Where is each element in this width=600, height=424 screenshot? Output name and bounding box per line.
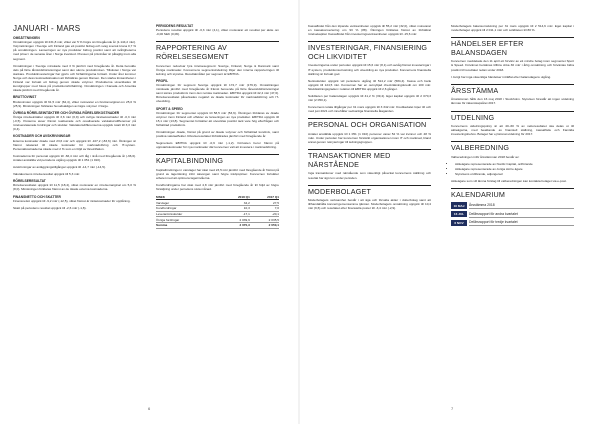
paragraph: Omsättningen ökade, främst på grund av ökade volymer och förbättrad kundmix, samt positiva valutaeffekter. Rörelseresultatet förbättrades jämfört med föregående år. — [156, 130, 279, 139]
paragraph: Valberedningen inför årsstämman 2018 består av: — [451, 155, 520, 159]
paragraph: Bruttovinsten uppgick till 61,5 mkr (62,4), vilket motsvarar en bruttomarginal om 25,0 % (25,9). Minskningen förklaras huvudsakligen av lägre volymer i Norge. — [13, 99, 136, 108]
section-heading-quarter: JANUARI - MARS — [13, 24, 81, 33]
paragraph: Moderbolagets verksamhet består i att äga och förvalta aktier i dotterbolag samt att tillhandahålla koncerngemensamma tjänster. Moderbolagets omsättning uppgick till 10,4 mkr (9,6) och resultatet efter finansiella poster till -3,4 mkr (-2,9). — [308, 198, 431, 211]
paragraph: Periodens resultat uppgick till -0,3 mkr (4,1), vilket motsvarar ett resultat per aktie om -0,00 SEK (0,06). — [156, 28, 279, 37]
section-heading-dividend: UTDELNING — [451, 112, 495, 122]
paragraph: Omsättningen för segment Sverige uppgick till 172,7 mkr (179,9). Omsättningen minskade jämfört med föregående år främst beroende på färre lånestödshänvisningar samt sämre produktmix inom den norska marknaden. EBITDA uppgick till 42,4 mkr (47,6). Rörelseresultatet påverkades negativt av ökade kostnader för marknadsföring och IT-utveckling. — [156, 83, 279, 104]
calendar-item — [451, 219, 574, 226]
table-header: 2018 Q1 — [221, 195, 250, 200]
paragraph: Koncernen meddelade den 11 april ett förvärv av ett mindre bolag inom segmentet Sport & Speed. Förvärvet beräknas tillföra cirka 30 mkr i årlig omsättning och förväntas bidra positivt till resultatet redan under 2018. — [451, 59, 574, 72]
subheading-operating-result: RÖRELSERESULTAT — [13, 179, 46, 184]
table-cell: -20,1 — [250, 211, 279, 217]
section-heading-capital: KAPITALBINDNING — [156, 156, 224, 166]
paragraph: Omsättningen uppgick till 231,8 mkr, vilket var 5 % högre än föregående år (1.144,2 mkr). Volymökningen i Sverige och Finland gav ett positivt bidrag och svag svensk krona 0,7 % på omsättningen. Lanseringen av nya produkter bidrog positivt samt att svårigheterna med priser i de senaste åren i Norge kvarstod. Pressen på prisnivåer är påtaglig inom alla segment. — [13, 40, 136, 61]
column-3 — [308, 24, 431, 214]
calendar-item — [451, 211, 574, 218]
table-cell: Leverantörsskulder — [156, 211, 221, 217]
paragraph: Externa kostnader ökade med 23,6 mkr och uppgick till -107,2 (-83,6) mkr. Ökningen är främst relaterad till ökade kostnader för marknadsföring och IT-system. Personalkostnaderna ökade med 2 % som en följd av löneinflation. — [13, 138, 136, 151]
list-item: • Styrelsens ordförande, adjungerad — [455, 172, 574, 176]
table-cell: 2 039,9 — [221, 217, 250, 223]
heading-rule — [156, 154, 279, 155]
heading-rule — [308, 185, 431, 186]
section-heading-parent-company: MODERBOLAGET — [308, 186, 372, 196]
paragraph: Nettoskulden uppgick vid periodens utgång till 514,2 mkr (584,4). Kassa och bank uppgick till 124,5 mkr. Koncernen har en outnyttjad checkräkningskredit om 100 mkr. Skuldsättningsgraden i relation till EBITDA uppgick till 2,6 gånger. — [308, 78, 431, 91]
section-heading-personnel: PERSONAL OCH ORGANISATION — [308, 120, 427, 130]
section-heading-related-party: TRANSAKTIONER MED NÄRSTÅENDE — [308, 151, 391, 169]
page-gutter — [298, 0, 300, 424]
paragraph: Omsättningen för segmentet uppgick till 58,5 mkr (53,6). Ökningen förklaras av ökade volymer inom Finland och effekter av lanseringen av nya produkter. EBITDA uppgick till 15,1 mkr (13,8). Segmentet fortsätter att utvecklas positivt tack vare hög efterfrågan och förbättrad produktmix. — [156, 110, 279, 128]
paragraph: Investeringarna under perioden uppgick till 15,6 mkr (8,1) och avsåg främst investeringar i IT-system, produktionsutrustning och utveckling av nya produkter. Koncernens finansiella ställning är fortsatt god. — [308, 63, 431, 76]
table-row-total — [156, 223, 279, 229]
table-cell: 2 035,5 — [250, 217, 279, 223]
paragraph: Soliditeten per balansdagen uppgick till 41,2 % (39,4). Eget kapital uppgick till 2 070,3 mkr (2 050,1). — [308, 94, 431, 103]
calendar-item — [451, 202, 574, 209]
section-heading-agm: ÅRSSTÄMMA — [451, 85, 499, 95]
subheading-profil: PROFIL — [156, 78, 169, 83]
section-heading-calendar: KALENDARIUM — [451, 190, 506, 200]
heading-rule — [308, 149, 431, 150]
table-cell: 27,5 — [250, 200, 279, 206]
heading-rule — [451, 141, 574, 142]
paragraph: Årsstämman hålls den 16 maj 2018 i Stockholm. Styrelsen föreslår att ingen utdelning lämnas för räkenskapsåret 2017. — [451, 97, 574, 106]
list-item: • Aktieägare representerade av övriga större ägare — [455, 167, 574, 171]
table-cell: 10,3 — [221, 206, 250, 212]
paragraph: Koncernens totala tillgångar per 31 mars uppgick till 3 342 mkr. Kreditavtalet löper till och med juni 2021 och innehåller sedvanliga finansiella åtaganden. — [308, 105, 431, 114]
heading-rule — [308, 118, 431, 119]
paragraph: I övrigt har inga väsentliga händelser inträffat efter balansdagens utgång. — [451, 74, 552, 79]
table-cell: Kundfordringar — [156, 206, 221, 212]
table-cell: Övriga fordringar — [156, 217, 221, 223]
paragraph: Kassaflödet från den löpande verksamheten uppgick till 55,2 mkr (32,0), vilket motsvarar en kassakonvertering om 93 % (88). Ökningen förklaras främst av förbättrat rörelsekapital. Kassaflödet från investeringsverksamheten uppgick till -15,6 mkr. — [308, 24, 431, 37]
table-cell: 7,0 — [250, 206, 279, 212]
subheading-other-income: ÖVRIGA RÖRELSEINTÄKTER OCH ÖVRIGA RÖRELSEKOSTNADER — [13, 110, 120, 115]
column-4 — [451, 24, 574, 228]
table-cell: 2 050,1 — [250, 223, 279, 229]
paragraph: Segmentets EBITDA uppgick till -0,9 mkr (-1,2). Förlusten beror främst på uppstartskostnader för nya marknader där koncernen valt att investera i marknadsföring. — [156, 141, 279, 150]
section-heading-nomination: VALBEREDNING — [451, 143, 510, 153]
paragraph: Aktieägare som vill lämna förslag till valberedningen kan kontakta bolaget via e-post. — [451, 179, 567, 184]
paragraph: Kapitalbindningen i varulager har ökat med 23,5 mkr jämfört med föregående år främst på grund av lagerökning inför säsongen samt högre inköpspriser. Koncernen fortsätter arbetet med att optimera lagernivåerna. — [156, 168, 279, 181]
paragraph: Koncernen redovisar fyra rörelsesegment: Sverige, Finland, Norge & Danmark samt Övriga marknader. Koncernens segmentsindelning följer den interna rapporteringen till ledning och styrelse. Resultatmåttet per segment är EBITDA. — [156, 63, 279, 76]
table-cell: 2 070,3 — [221, 223, 250, 229]
paragraph: Skatt på periodens resultat uppgick till -2,6 mkr (-1,8). — [13, 205, 87, 210]
paragraph: Finansnettot uppgick till -9,2 mkr (-12,5), vilket främst är räntekostnader för upplåning. — [13, 198, 131, 203]
paragraph: Valutakursens rörelseresultat uppgick till 5,3 mkr. — [13, 172, 81, 177]
paragraph: Avskrivningar av anläggningstillgångar uppgick till -14,7 mkr (-14,5). — [13, 164, 106, 169]
table-cell: -17,1 — [221, 211, 250, 217]
page-number-right: 7 — [451, 406, 454, 411]
table-cell: 34,2 — [221, 200, 250, 206]
paragraph: Inga transaktioner med närstående som väsentligt påverkat koncernens ställning och resultat har ägt rum under perioden. — [308, 171, 431, 180]
heading-rule — [308, 41, 431, 42]
table-header: 2017 Q1 — [250, 195, 279, 200]
nomination-list — [451, 162, 574, 176]
calendar-list — [451, 202, 574, 226]
subheading-finance: FINANSNETTO OCH SKATTER — [13, 194, 61, 199]
calendar-date: 16 MAJ — [451, 202, 467, 208]
calendar-date: 16 JUL — [451, 211, 467, 217]
paragraph: Koncernens utdelningspolicy är att 40–60 % av nettoresultatet ska delas ut till aktieägarna, med beaktande av finansiell ställning, kassaflöde och framtida investeringsbehov. Bolaget har ej lämnat utdelning för 2017. — [451, 124, 574, 137]
subheading-period-result: PERIODENS RESULTAT — [156, 24, 194, 28]
section-heading-investments: INVESTERINGAR, FINANSIERING OCH LIKVIDITET — [308, 43, 428, 61]
table-cell: Summa — [156, 223, 221, 229]
paragraph: Moderbolagets balansomslutning per 31 mars uppgick till 2 514,6 mkr. Eget kapital i moderbolaget uppgick till 2 011,1 mkr och soliditeten till 80 %. — [451, 24, 574, 33]
table-header: MSEK — [156, 195, 221, 200]
section-heading-segments: RAPPORTERING AV RÖRELSESEGMENT — [156, 43, 229, 61]
heading-rule — [156, 41, 279, 42]
capital-table — [156, 195, 279, 229]
paragraph: Omsättningen i Sverige minskade med 3 % jämfört med föregående år. Detta berodde dels på färre lånstödshänvisningar samt den sämre produktmixen. Tillväxten i Norge var starkare. Produktinvesteringar har gjorts och förbättringarna fortsatt. Under året kommer Norge och dess kostnadssituation att förbättras genom Ramen. Den starka lönsamheten i Finland var fortsatt ett bidrag genom ökade volymer. Produkterna utvecklades till kundgrupper med fokus på produktionsförbättring. Omsättningen i Kanada och Amerika ökade jämfört med föregående år. — [13, 63, 136, 93]
section-heading-events-after: HÄNDELSER EFTER BALANSDAGEN — [451, 39, 524, 57]
subheading-sport-speed: SPORT & SPEED — [156, 106, 183, 111]
column-2 — [156, 24, 279, 233]
subheading-costs: KOSTNADER OCH AVSKRIVNINGAR — [13, 134, 71, 139]
paragraph: Antalet anställda uppgick till 1 051 (1 010) personer varav 52 % var kvinnor och 48 % män. Under perioden har koncernen förstärkt organisationen inom IT och marknad, bland annat genom rekryteringar till ledningsgruppen. — [308, 132, 431, 145]
heading-rule — [451, 188, 574, 189]
list-item: • Aktieägare representerade av Nordic Capital, ordförande — [455, 162, 574, 166]
calendar-date: 6 NOV — [451, 220, 467, 226]
subheading-revenue: OMSÄTTNINGEN — [13, 36, 40, 40]
paragraph: Rörelseresultatet uppgick till 11,5 (18,4), vilket motsvarar en rörelsemarginal om 5,0 % (8,0). Minskningen förklaras främst av de ökade externa kostnaderna. — [13, 183, 136, 192]
calendar-label: Delårsrapport för tredje kvartalet — [469, 219, 574, 226]
calendar-label: Årsstämma 2018 — [469, 202, 574, 209]
heading-rule — [451, 37, 574, 38]
heading-rule — [451, 84, 574, 85]
calendar-label: Delårsrapport för andra kvartalet — [469, 211, 574, 218]
page-number-left: 6 — [148, 406, 151, 411]
subheading-gross-profit: BRUTTOVINST — [13, 95, 37, 100]
column-1 — [13, 24, 136, 213]
paragraph: Kostnaderna för personal uppgick till -66,4 mkr och låg i nivå med föregående år (-66,6). Antalet anställda vid periodens utgång uppgick till 1 051 (1 010). — [13, 153, 136, 162]
heading-rule — [451, 111, 574, 112]
table-cell: Varulager — [156, 200, 221, 206]
paragraph: Övriga rörelseintäkter uppgick till 3,6 mkr (0,9) och övriga rörelsekostnader till -0,3 mkr (-0,5). Posterna avser främst realiserade och orealiserade valutakursdifferenser på rörelserelaterade fordringar och skulder. Valutakursdifferenserna uppgick totalt till 3,3 mkr (0,4). — [13, 114, 136, 132]
paragraph: Kundfordringarna har ökat med 4,8 mkr jämfört med föregående år till följd av högre försäljning under periodens sista månad. — [156, 183, 279, 192]
